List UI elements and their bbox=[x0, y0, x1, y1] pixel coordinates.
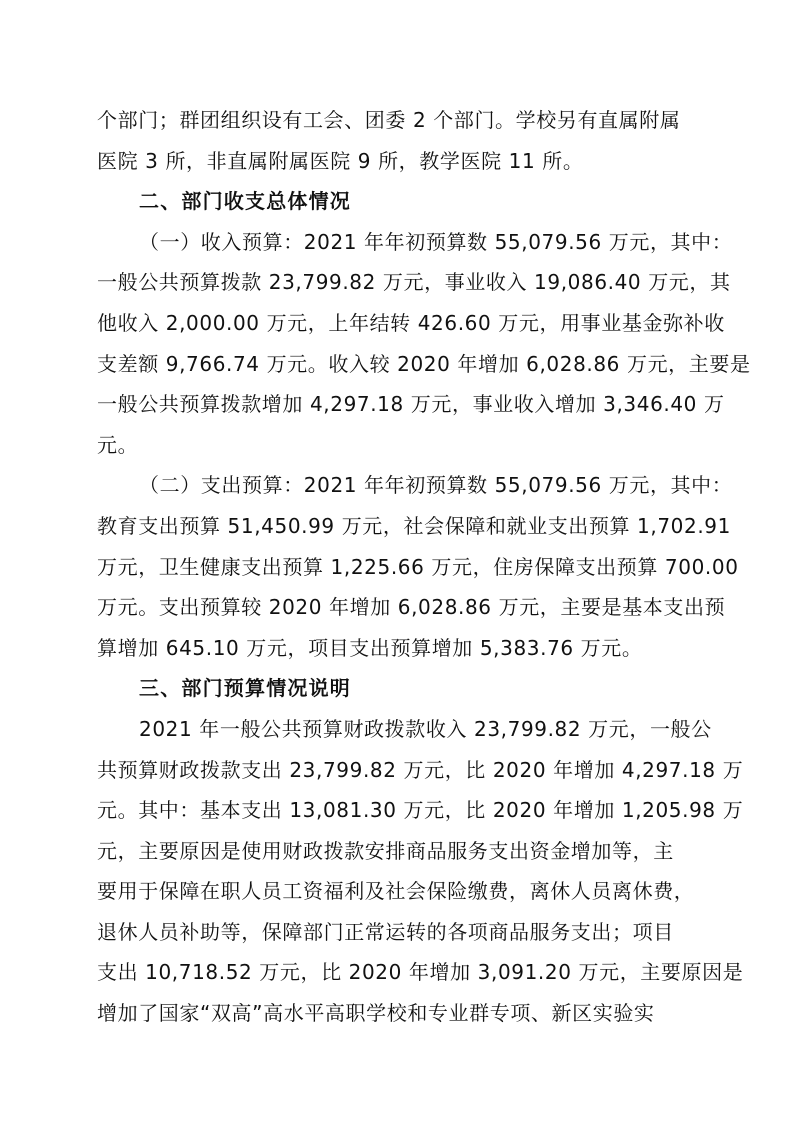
text-line: （二）支出预算：2021 年年初预算数 55,079.56 万元，其中： bbox=[139, 473, 733, 498]
text-line: 个部门；群团组织设有工会、团委 2 个部门。学校另有直属附属 bbox=[97, 108, 681, 132]
text-line: 他收入 2,000.00 万元，上年结转 426.60 万元，用事业基金弥补收 bbox=[97, 310, 725, 335]
text-line: 要用于保障在职人员工资福利及社会保险缴费，离休人员离休费， bbox=[97, 879, 695, 904]
text-line: 支出 10,718.52 万元，比 2020 年增加 3,091.20 万元，主要原因是 bbox=[97, 960, 744, 985]
text-line: 一般公共预算拨款增加 4,297.18 万元，事业收入增加 3,346.40 万 bbox=[97, 392, 725, 417]
text-line: 万元。支出预算较 2020 年增加 6,028.86 万元，主要是基本支出预 bbox=[97, 595, 726, 620]
text-line: 支差额 9,766.74 万元。收入较 2020 年增加 6,028.86 万元，主要是 bbox=[97, 351, 751, 376]
text-line: 一般公共预算拨款 23,799.82 万元，事业收入 19,086.40 万元，其 bbox=[97, 270, 731, 295]
text-line: 元。 bbox=[97, 432, 139, 457]
text-line: 元，主要原因是使用财政拨款安排商品服务支出资金增加等，主 bbox=[97, 838, 674, 863]
text-line: 增加了国家“双高”高水平高职学校和专业群专项、新区实验实 bbox=[97, 1001, 655, 1026]
text-line: 共预算财政拨款支出 23,799.82 万元，比 2020 年增加 4,297.18 万 bbox=[97, 757, 744, 782]
text-line: 元。其中：基本支出 13,081.30 万元，比 2020 年增加 1,205.98 万 bbox=[97, 798, 744, 823]
text-line: 2021 年一般公共预算财政拨款收入 23,799.82 万元，一般公 bbox=[139, 716, 712, 741]
text-line: 算增加 645.10 万元，项目支出预算增加 5,383.76 万元。 bbox=[97, 635, 643, 660]
text-line: 教育支出预算 51,450.99 万元，社会保障和就业支出预算 1,702.91 bbox=[97, 513, 731, 538]
section-heading: 三、部门预算情况说明 bbox=[139, 676, 351, 701]
section-heading: 二、部门收支总体情况 bbox=[139, 189, 351, 214]
text-line: （一）收入预算：2021 年年初预算数 55,079.56 万元，其中： bbox=[139, 229, 733, 254]
document-body bbox=[97, 100, 751, 1034]
text-line: 万元，卫生健康支出预算 1,225.66 万元，住房保障支出预算 700.00 bbox=[97, 554, 739, 579]
text-line: 医院 3 所，非直属附属医院 9 所，教学医院 11 所。 bbox=[97, 148, 584, 173]
text-line: 退休人员补助等，保障部门正常运转的各项商品服务支出；项目 bbox=[97, 919, 674, 944]
